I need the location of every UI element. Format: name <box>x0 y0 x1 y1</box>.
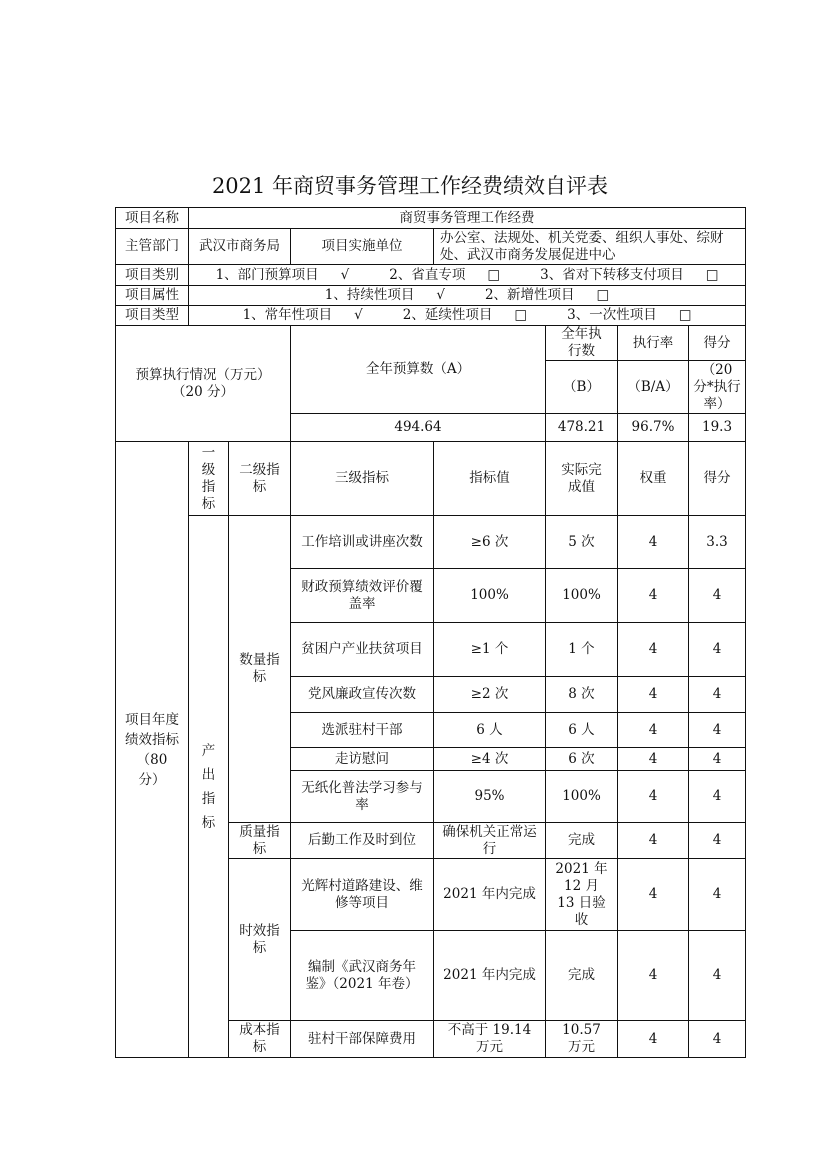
budget-section-label <box>116 326 291 442</box>
indicator-actual: 6 人 <box>546 713 618 748</box>
indicator-target: 2021 年内完成 <box>434 859 546 931</box>
budget-header-row <box>116 326 746 361</box>
indicator-name: 选派驻村干部 <box>291 713 434 748</box>
indicator-actual: 100% <box>546 771 618 823</box>
indicator-name: 后勤工作及时到位 <box>291 823 434 859</box>
department-value: 武汉市商务局 <box>189 229 291 265</box>
category-option-label: 2、省直专项 <box>389 266 466 283</box>
indicator-target: ≥2 次 <box>434 677 546 713</box>
indicator-target: 95% <box>434 771 546 823</box>
header-level1: 一级指标 <box>189 442 229 516</box>
empty-box-mark: □ <box>514 307 528 323</box>
empty-box-mark: □ <box>487 266 501 283</box>
performance-header-row <box>116 442 746 516</box>
indicator-actual: 10.57 万元 <box>546 1021 618 1058</box>
attribute-option <box>325 287 445 304</box>
budget-score-value: 19.3 <box>689 414 746 442</box>
indicator-weight: 4 <box>618 823 689 859</box>
project-type-row <box>116 306 746 326</box>
empty-box-mark: □ <box>596 287 610 303</box>
category-options-group <box>189 267 745 284</box>
indicator-actual: 5 次 <box>546 516 618 569</box>
attribute-options-group <box>189 287 745 304</box>
indicator-score: 3.3 <box>689 516 746 569</box>
empty-box-mark: □ <box>678 307 692 323</box>
budget-section-title: 预算执行情况（万元） <box>135 366 271 383</box>
budget-planned-label: 全年预算数（A） <box>291 326 546 414</box>
type-options-group <box>189 307 745 324</box>
indicator-name: 贫困户产业扶贫项目 <box>291 623 434 677</box>
indicator-target: ≥1 个 <box>434 623 546 677</box>
indicator-actual: 完成 <box>546 931 618 1021</box>
header-target: 指标值 <box>434 442 546 516</box>
budget-executed-label: 全年执行数 <box>546 326 618 361</box>
indicator-weight: 4 <box>618 569 689 623</box>
indicator-score: 4 <box>689 931 746 1021</box>
attribute-option <box>485 287 609 304</box>
budget-rate-label: 执行率 <box>618 326 689 361</box>
project-name-row <box>116 208 746 229</box>
document-title: 2021 年商贸事务管理工作经费绩效自评表 <box>211 174 609 198</box>
indicator-weight: 4 <box>618 771 689 823</box>
indicator-actual: 2021 年 12 月 13 日验收 <box>546 859 618 931</box>
performance-section-label: 项目年度绩效指标（80 分） <box>116 442 189 1058</box>
indicator-weight: 4 <box>618 623 689 677</box>
checked-mark: √ <box>340 266 350 283</box>
implementing-unit-label: 项目实施单位 <box>291 229 434 265</box>
type-option-label: 2、延续性项目 <box>402 307 493 323</box>
project-type-label: 项目类型 <box>116 306 189 326</box>
budget-executed-value: 478.21 <box>546 414 618 442</box>
header-weight: 权重 <box>618 442 689 516</box>
level2-cost: 成本指标 <box>229 1021 291 1058</box>
indicator-weight: 4 <box>618 677 689 713</box>
header-level2: 二级指标 <box>229 442 291 516</box>
indicator-target: 100% <box>434 569 546 623</box>
indicator-score: 4 <box>689 823 746 859</box>
type-option <box>403 307 527 324</box>
project-category-options <box>189 265 746 286</box>
header-level3: 三级指标 <box>291 442 434 516</box>
indicator-score: 4 <box>689 713 746 748</box>
type-option <box>243 307 363 324</box>
budget-rate-sub: （B/A） <box>618 361 689 414</box>
indicator-weight: 4 <box>618 516 689 569</box>
empty-box-mark: □ <box>705 266 719 283</box>
category-option <box>216 267 350 284</box>
budget-score-label: 得分 <box>689 326 746 361</box>
indicator-target: ≥4 次 <box>434 748 546 771</box>
indicator-target: 不高于 19.14 万元 <box>434 1021 546 1058</box>
indicator-target: ≥6 次 <box>434 516 546 569</box>
attribute-option-label: 1、持续性项目 <box>324 287 415 303</box>
indicator-score: 4 <box>689 623 746 677</box>
indicator-target: 6 人 <box>434 713 546 748</box>
indicator-target: 确保机关正常运行 <box>434 823 546 859</box>
indicator-score: 4 <box>689 771 746 823</box>
indicator-target: 2021 年内完成 <box>434 931 546 1021</box>
header-actual: 实际完成值 <box>546 442 618 516</box>
budget-planned-value: 494.64 <box>291 414 546 442</box>
type-option <box>567 307 691 324</box>
indicator-score: 4 <box>689 748 746 771</box>
indicator-name: 光辉村道路建设、维修等项目 <box>291 859 434 931</box>
project-name-value: 商贸事务管理工作经费 <box>189 208 746 229</box>
indicator-weight: 4 <box>618 713 689 748</box>
level1-output: 产出指标 <box>189 516 229 1058</box>
indicator-actual: 100% <box>546 569 618 623</box>
budget-section-points: （20 分） <box>172 383 234 400</box>
evaluation-table <box>115 207 746 1058</box>
implementing-unit-value: 办公室、法规处、机关党委、组织人事处、综财处、武汉市商务发展促进中心 <box>434 229 746 265</box>
indicator-name: 走访慰问 <box>291 748 434 771</box>
department-label: 主管部门 <box>116 229 189 265</box>
indicator-score: 4 <box>689 569 746 623</box>
indicator-name: 党风廉政宣传次数 <box>291 677 434 713</box>
category-option <box>389 267 500 284</box>
project-category-row <box>116 265 746 286</box>
indicator-name: 无纸化普法学习参与率 <box>291 771 434 823</box>
checked-mark: √ <box>354 307 363 323</box>
header-score: 得分 <box>689 442 746 516</box>
project-attribute-options <box>189 286 746 306</box>
budget-score-sub: （20 分*执行率） <box>689 361 746 414</box>
indicator-name: 编制《武汉商务年鉴》（2021 年卷） <box>291 931 434 1021</box>
indicator-weight: 4 <box>618 931 689 1021</box>
indicator-actual: 1 个 <box>546 623 618 677</box>
indicator-score: 4 <box>689 677 746 713</box>
indicator-actual: 6 次 <box>546 748 618 771</box>
project-type-options <box>189 306 746 326</box>
project-attribute-row <box>116 286 746 306</box>
level2-quantity: 数量指标 <box>229 516 291 823</box>
category-option-label: 3、省对下转移支付项目 <box>540 266 684 283</box>
indicator-row <box>116 516 746 569</box>
category-option-label: 1、部门预算项目 <box>215 266 319 283</box>
level2-quality: 质量指标 <box>229 823 291 859</box>
indicator-weight: 4 <box>618 748 689 771</box>
level2-timeliness: 时效指标 <box>229 859 291 1021</box>
indicator-weight: 4 <box>618 859 689 931</box>
project-name-label: 项目名称 <box>116 208 189 229</box>
budget-executed-sub: （B） <box>546 361 618 414</box>
budget-rate-value: 96.7% <box>618 414 689 442</box>
indicator-name: 驻村干部保障费用 <box>291 1021 434 1058</box>
type-option-label: 3、一次性项目 <box>567 307 657 323</box>
project-category-label: 项目类别 <box>116 265 189 286</box>
category-option <box>540 267 718 284</box>
project-department-row <box>116 229 746 265</box>
indicator-weight: 4 <box>618 1021 689 1058</box>
indicator-actual: 完成 <box>546 823 618 859</box>
type-option-label: 1、常年性项目 <box>242 307 333 323</box>
indicator-actual: 8 次 <box>546 677 618 713</box>
indicator-name: 工作培训或讲座次数 <box>291 516 434 569</box>
attribute-option-label: 2、新增性项目 <box>484 287 575 303</box>
indicator-name: 财政预算绩效评价覆盖率 <box>291 569 434 623</box>
indicator-score: 4 <box>689 859 746 931</box>
project-attribute-label: 项目属性 <box>116 286 189 306</box>
checked-mark: √ <box>436 287 445 303</box>
indicator-score: 4 <box>689 1021 746 1058</box>
